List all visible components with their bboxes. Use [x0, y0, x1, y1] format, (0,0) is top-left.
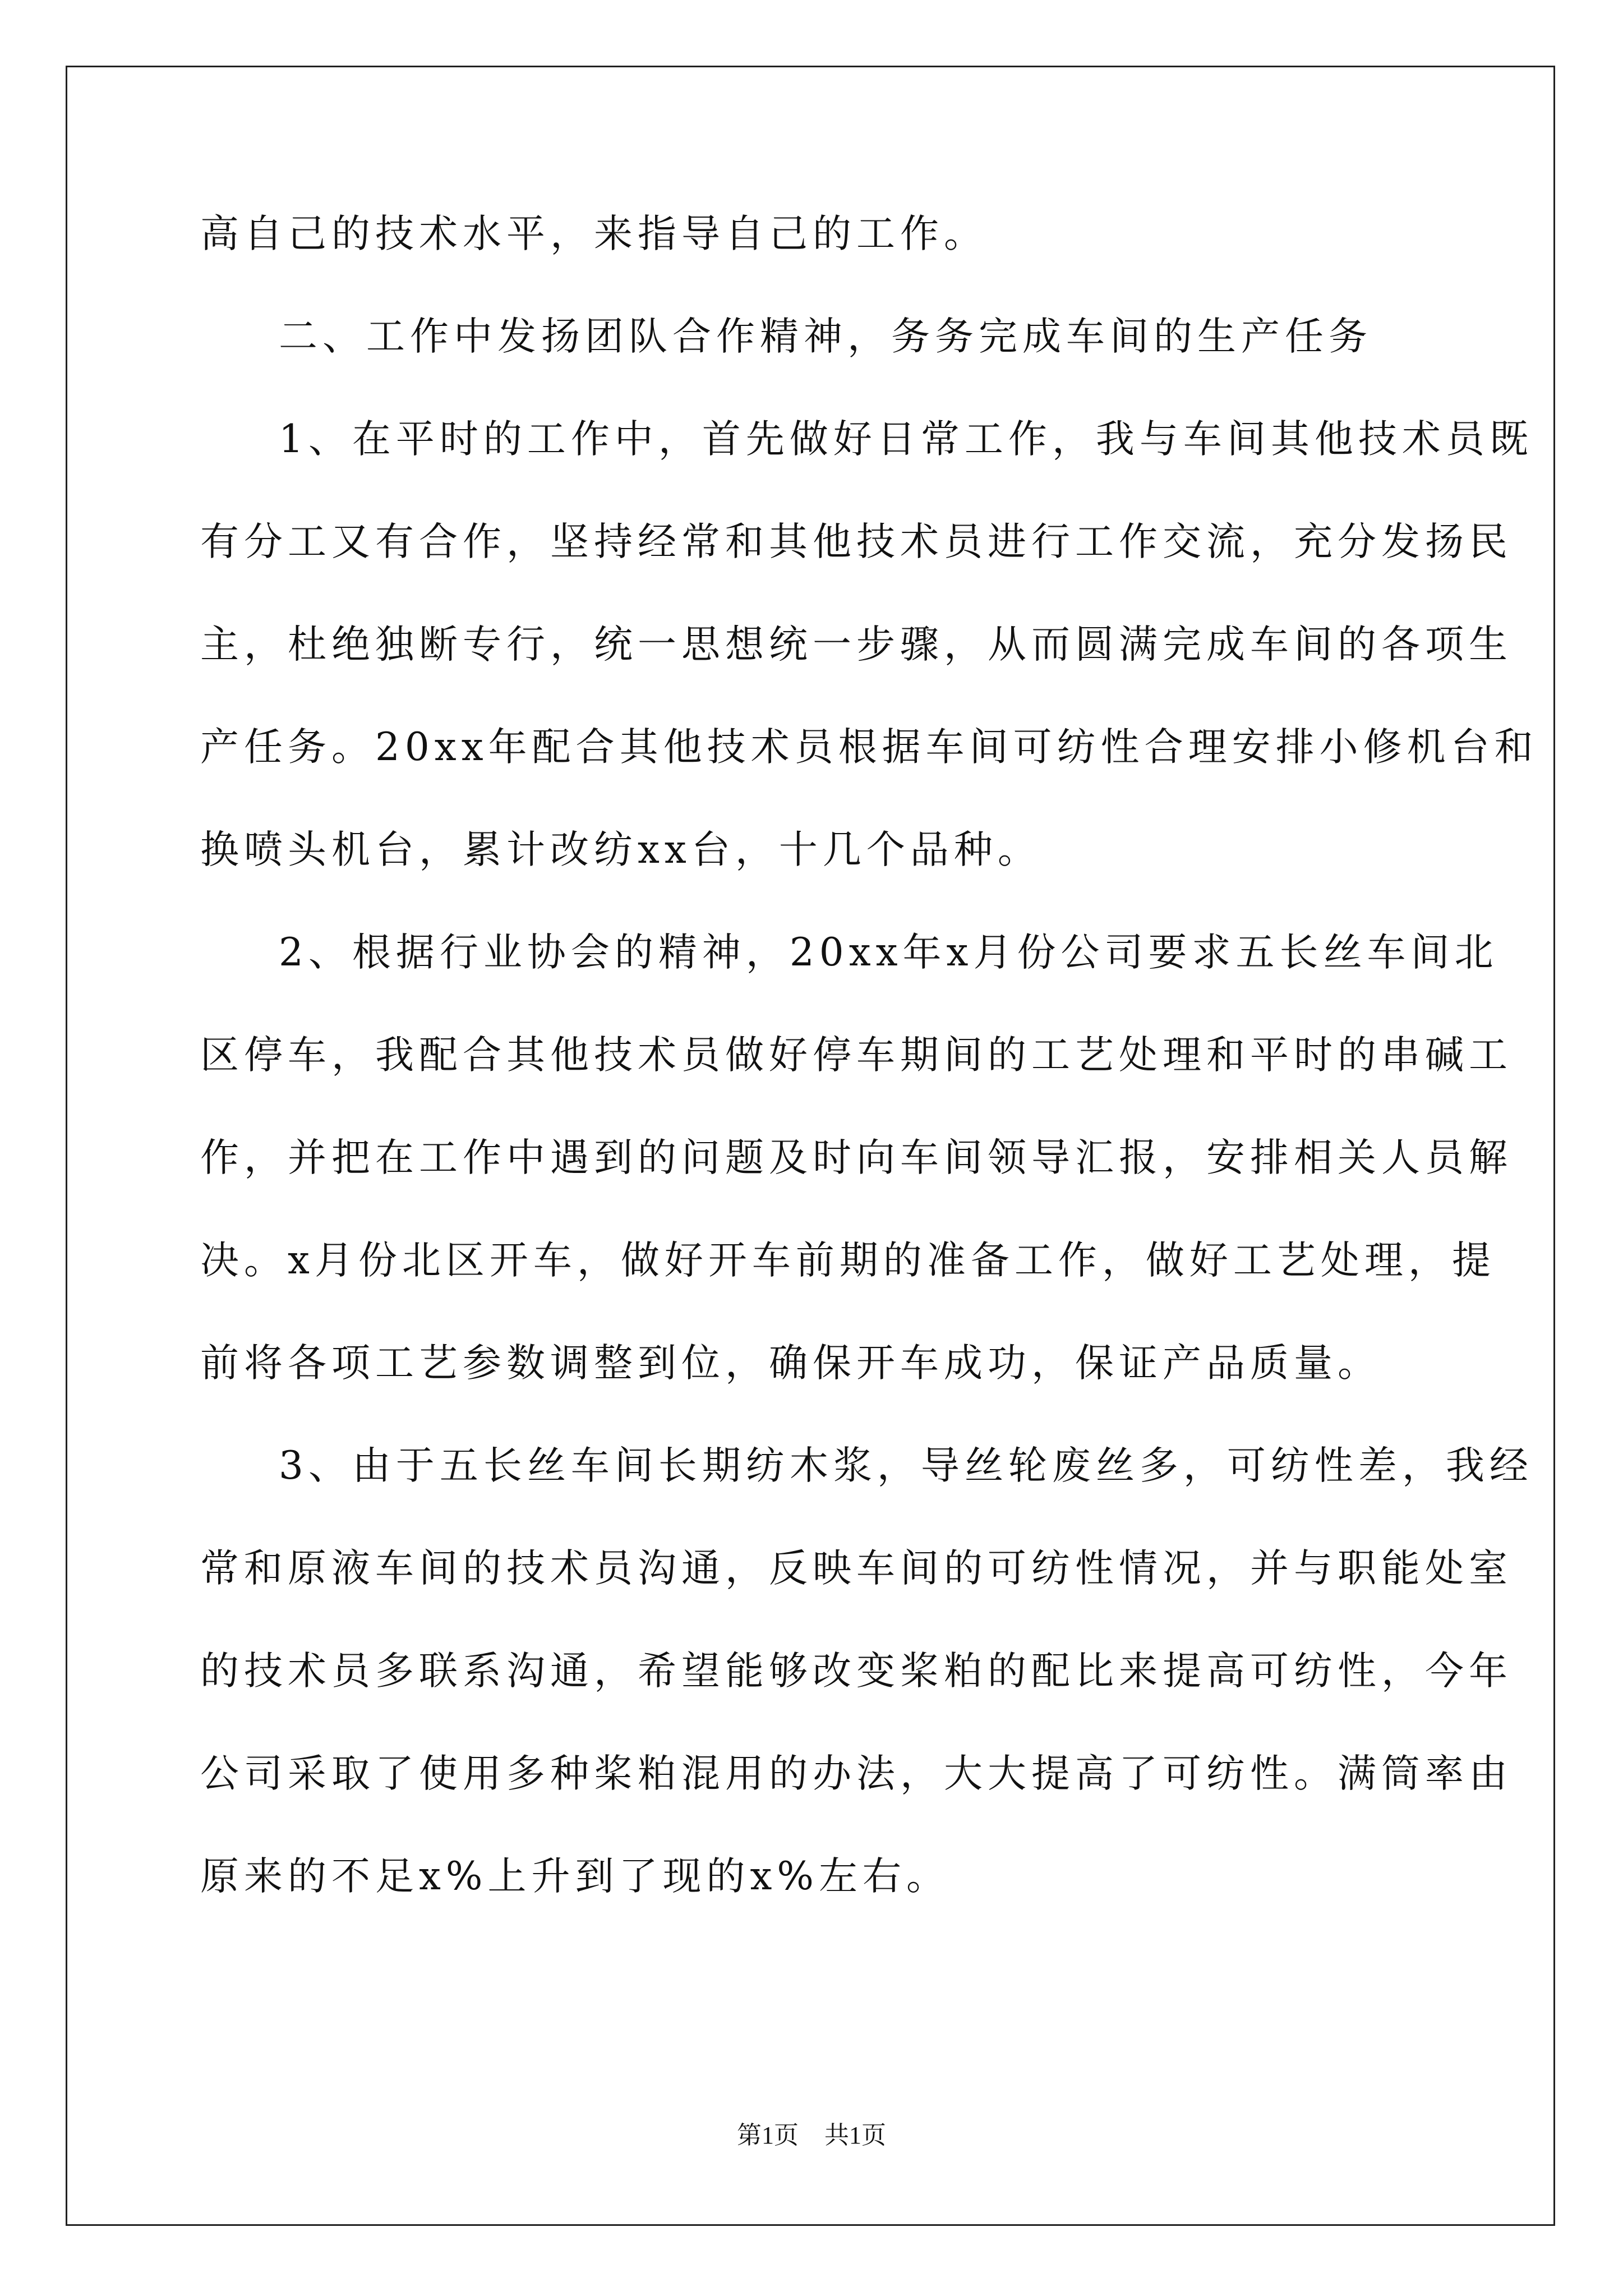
paragraph-line: 1、在平时的工作中，首先做好日常工作，我与车间其他技术员既	[279, 417, 1533, 462]
paragraph-line: 产任务。20xx年配合其他技术员根据车间可纺性合理安排小修机台和	[200, 725, 1538, 770]
page-footer	[0, 2120, 1623, 2151]
paragraph-line: 有分工又有合作，坚持经常和其他技术员进行工作交流，充分发扬民	[200, 519, 1513, 564]
paragraph-line: 换喷头机台，累计改纺xx台，十几个品种。	[200, 827, 1041, 872]
paragraph-line: 公司采取了使用多种桨粕混用的办法，大大提高了可纺性。满筒率由	[200, 1751, 1513, 1796]
paragraph-line: 前将各项工艺参数调整到位，确保开车成功，保证产品质量。	[200, 1341, 1381, 1386]
document-body	[200, 183, 1538, 1928]
paragraph-line: 高自己的技术水平，来指导自己的工作。	[200, 211, 988, 256]
page-number: 第1页	[737, 2122, 799, 2149]
section-heading: 二、工作中发扬团队合作精神，务务完成车间的生产任务	[279, 314, 1372, 359]
paragraph-line: 主，杜绝独断专行，统一思想统一步骤，从而圆满完成车间的各项生	[200, 622, 1513, 667]
paragraph-line: 3、由于五长丝车间长期纺木浆，导丝轮废丝多，可纺性差，我经	[279, 1443, 1533, 1488]
paragraph-line: 原来的不足x%上升到了现的x%左右。	[200, 1854, 950, 1899]
paragraph-line: 区停车，我配合其他技术员做好停车期间的工艺处理和平时的串碱工	[200, 1033, 1513, 1078]
paragraph-line: 决。x月份北区开车，做好开车前期的准备工作，做好工艺处理，提	[200, 1238, 1496, 1283]
paragraph-line: 作，并把在工作中遇到的问题及时向车间领导汇报，安排相关人员解	[200, 1135, 1513, 1180]
paragraph-line: 常和原液车间的技术员沟通，反映车间的可纺性情况，并与职能处室	[200, 1546, 1513, 1591]
paragraph-line: 2、根据行业协会的精神，20xx年x月份公司要求五长丝车间北	[279, 930, 1498, 975]
paragraph-line: 的技术员多联系沟通，希望能够改变桨粕的配比来提高可纺性，今年	[200, 1649, 1513, 1694]
page-total: 共1页	[824, 2122, 886, 2149]
